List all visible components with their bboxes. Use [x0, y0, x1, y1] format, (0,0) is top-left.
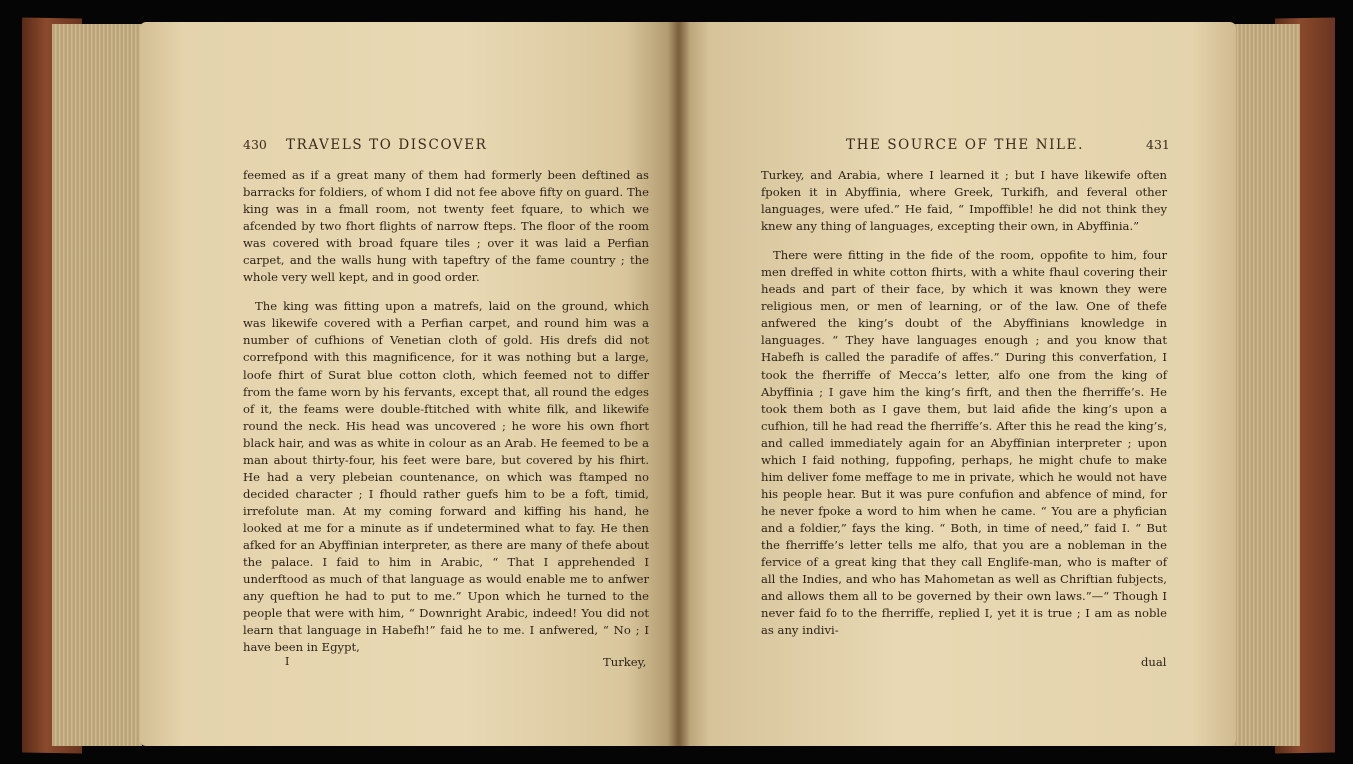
paragraph: feemed as if a great many of them had formerly been deftined as barracks for foldiers, of whom I did not fee above fifty on guard. The king was in a fmall room, not twenty feet fquare, to which we afcended by two fhort flights of narrow fteps. The floor of the room was covered with broad fquare tiles ; over it was laid a Perfian carpet, and the walls hung with tapeftry of the fame country ; the whole very well kept, and in good order.	[243, 168, 649, 285]
paragraph: Turkey, and Arabia, where I learned it ; but I have likewife often fpoken it in Abyffinia, where Greek, Turkifh, and feveral other languages, were ufed.” He faid, “ Impoffible! he did not think they knew any thing of languages, excepting their own, in Abyffinia.”	[761, 168, 1167, 234]
paragraph: There were fitting in the fide of the room, oppofite to him, four men dreffed in white cotton fhirts, with a white fhaul covering their heads and part of their face, by which it was known they were religious men, or men of learning, or of the law. One of thefe anfwered the king’s doubt of the Abyffinians knowledge in languages. “ They have languages enough ; and you know that Habefh is called the paradife of affes.” During this converfation, I took the fherriffe of Mecca’s letter, alfo one from the king of Abyffinia ; I gave him the king’s firft, and then the fherriffe’s. He took them both as I gave them, but laid afide the king’s upon a cufhion, till he had read the fherriffe’s. After this he read the king’s, and called immediately again for an Abyffinian interpreter ; upon which I faid nothing, fuppofing, perhaps, he might chufe to make him deliver fome meffage to me in private, which he would not have his people hear. But it was pure confufion and abfence of mind, for he never fpoke a word to him when he came. “ You are a phyfician and a foldier,” fays the king. “ Both, in time of need,” faid I. “ But the fherriffe’s letter tells me alfo, that you are a nobleman in the fervice of a great king that they call Englife-man, who is mafter of all the Indies, and who has Mahometan as well as Chriftian fubjects, and allows them all to be governed by their own laws.”—“ Though I never faid fo to the fherriffe, replied I, yet it is true ; I am as noble as any indivi-	[761, 248, 1167, 638]
running-head: TRAVELS TO DISCOVER	[286, 137, 488, 153]
page-number: 431	[1146, 137, 1170, 152]
page-edges-left	[52, 24, 142, 746]
right-page	[676, 22, 1236, 746]
catchword: dual	[1141, 655, 1167, 669]
page-number: 430	[243, 137, 267, 152]
signature-mark: I	[285, 655, 290, 668]
body-text	[243, 167, 649, 656]
running-head: THE SOURCE OF THE NILE.	[846, 137, 1084, 153]
paragraph: The king was fitting upon a matrefs, laid on the ground, which was likewife covered with a Perfian carpet, and round him was a number of cufhions of Venetian cloth of gold. His drefs did not correfpond with this magnificence, for it was nothing but a large, loofe fhirt of Surat blue cotton cloth, which feemed not to differ from the fame worn by his fervants, except that, all round the edges of it, the feams were double-ftitched with white filk, and likewife round the neck. His head was uncovered ; he wore his own fhort black hair, and was as white in colour as an Arab. He feemed to be a man about thirty-four, his feet were bare, but covered by his fhirt. He had a very plebeian countenance, on which was ftamped no decided character ; I fhould rather guefs him to be a foft, timid, irrefolute man. At my coming forward and kiffing his hand, he looked at me for a minute as if undetermined what to fay. He then afked for an Abyffinian interpreter, as there are many of thefe about the palace. I faid to him in Arabic, “ That I apprehended I underftood as much of that language as would enable me to anfwer any queftion he had to put to me.” Upon which he turned to the people that were with him, “ Downright Arabic, indeed! You did not learn that language in Habefh!” faid he to me. I anfwered, “ No ; I have been in Egypt,	[243, 299, 649, 655]
catchword: Turkey,	[603, 655, 647, 669]
book-gutter	[668, 22, 690, 746]
body-text	[761, 167, 1167, 639]
left-page	[140, 22, 680, 746]
